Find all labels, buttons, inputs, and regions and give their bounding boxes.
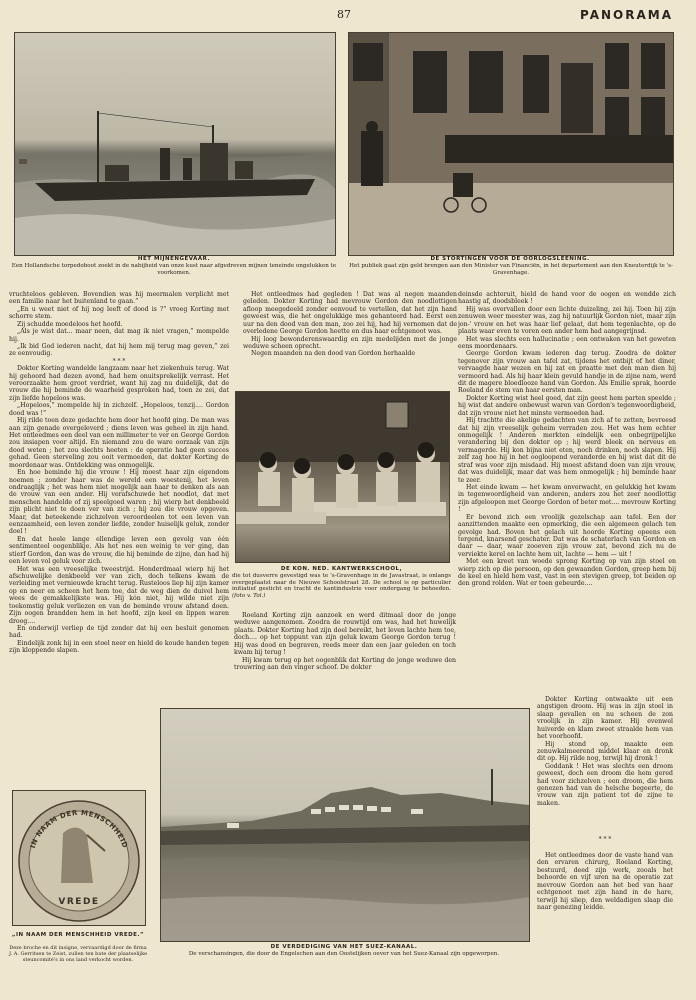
caption-medal: Deze broche en dit insigne, vervaardigd door de firma J. A. Gerritsen te Zeist, zullen ten bate der plaatselijke steuncomité's in ons land verkocht worden. xyxy=(8,945,148,963)
paragraph: Dokter Korting wist heel goed, dat zijn geest hem parten speelde ; hij wist dat andere onbewust waren van Gordon's tegenwoordigheid, dat zijn vrouw niet het minste vermoeden had. xyxy=(458,394,676,417)
paragraph: „En u weet niet of hij nog leeft of dood is ?” vroeg Korting met schorre stem. xyxy=(9,305,229,321)
paragraph: „Ik bid God iederen nacht, dat hij hem mij terug mag geven,” zei ze eenvoudig. xyxy=(9,342,229,358)
medal-ring-text: IN NAAM DER MENSCHHEID xyxy=(28,808,130,850)
caption-title-school: DE KON. NED. KANTWERKSCHOOL, xyxy=(280,566,403,572)
classroom-illustration xyxy=(236,392,449,562)
caption-loan: Het publiek gaat zijn geld brengen aan den Minister van Financiën, in het departement aan den Kneuterdijk te 's-Gravenhage. xyxy=(349,263,673,276)
paragraph: vruchteloos gebleven. Bovendien was hij meermalen verplicht met een familie naar het buitenland te gaan.” xyxy=(9,291,229,306)
section-separator: * * * xyxy=(598,836,612,843)
photo-lace-school xyxy=(235,391,450,563)
torpedo-boat-illustration xyxy=(15,33,335,255)
medal-illustration xyxy=(13,791,145,925)
medal-bottom-text: VREDE xyxy=(58,897,100,907)
paragraph: Eindelijk zonk hij in een stoel neer en hield de koude handen tegen zijn kloppende slapen. xyxy=(9,639,229,655)
paragraph: Hij trachtte die akelige gedachten van zich af te zetten, bevreesd dat hij zijn vreeselijk geheim verraden zou. Het was hem echter onmogelijk ! Anderen merkten eindelijk een onbegrijpelijke verandering bij den dokter op ; hij werd bleek en nerveus en vermagerde. Hij kon bijna niet eten, noch drinken, noch slapen. Hij zelf zag hoe hij in het oogloopend veranderde en hij wist dat dit de straf was voor zijn misdaad. Hij moest afstand doen van zijn vrouw, dat was duidelijk, maar dat was hem onmogelijk ; hij beminde haar te zeer. xyxy=(458,417,676,484)
section-separator: * * * xyxy=(112,357,126,365)
paragraph: Hij was overvallen door een lichte duizeling, zei hij. Toen hij zijn zenuwen weer meester was, zag hij natuurlijk Gordon niet, maar zijn jon-' vrouw en het was haar lief gelaat, dat hem tegenlachte, op de plaats waar even te voren een ander hem had aangegrijnsd. xyxy=(458,305,676,336)
paragraph: Goddank ! Het was slechts een droom geweest, doch een droom die hem gered had voor zichzelven ; een droom, die hem genezen had van de helsche begeerte, de vrouw van zijn patient tot de zijne te maken. xyxy=(537,762,673,807)
paragraph: Het einde kwam — het kwam onverwacht, en gelukkig het kwam in tegenwoordigheid van anderen, anders zou het zeer noodlottig zijn afgeloopen met George Gordon of beter met.... mevrouw Korting ! xyxy=(458,483,676,514)
paragraph: En hoe beminde hij die vrouw ! Hij moest haar zijn eigendom noemen ; zonder haar was de wereld een woestenij, het leven ondraaglijk ; het was hem niet mogelijk aan haar te denken als aan de vrouw van een ander. Hij verafschuwde het noodlot, dat met menschen handelde of zij speelgoed waren ; hij wierp het denkbeeld zijn plicht niet te doen ver van zich ; hij zou die vrouw opgeven. Maar, dat beteekende zichzelven veroordeelen tot een leven van eenzaamheid, een leven zonder liefde, zonder huiselijk geluk, zonder doel ! xyxy=(9,469,229,536)
caption-school-text: die tot dusverre gevestigd was te 's-Gravenhage in de Javastraat, is onlangs overgeplaatst naar de Nieuwe Schoolstraat 28. De school is op particulier initiatief gesticht en tracht de kantindustrie voor ondergang te behoeden. xyxy=(232,573,451,593)
photo-peace-medal xyxy=(12,790,146,926)
paragraph: Hij stond op, maakte een zenuwkalmeerend middel klaar en dronk dit op. Hij rilde nog, terwijl hij dronk ! xyxy=(537,740,673,763)
paragraph: Dokter Korting wandelde langzaam naar het ziekenhuis terug. Wat hij gehoord had dezen avond, had hem onuitsprekelijk verrast. Het veroorzaakte hem groot verdriet, want hij zag nu duidelijk, dat de vrouw die hij beminde de waarheid gesproken had, toen ze zei, dat zijn liefde hopeloos was. xyxy=(9,365,229,402)
paragraph: Hij loog bewonderenswaardig en zijn medelijden met de jonge weduwe scheen oprecht. xyxy=(243,335,457,350)
paragraph: Zij schudde moedeloos het hoofd. xyxy=(17,320,123,328)
photo-war-loan xyxy=(348,32,674,256)
article-column-2-top xyxy=(243,291,457,387)
caption-title-loan: DE STORTINGEN VOOR DE OORLOGSLEENING. xyxy=(430,256,590,262)
paragraph: En onderwijl verliep de tijd zonder dat hij een besluit genomen had. xyxy=(9,624,229,640)
caption-mines: Een Hollandsche torpedoboot zoekt in de nabijheid van onze kust naar afgedreven mijnen teneinde ongelukken te voorkomen. xyxy=(11,263,337,276)
masthead: PANORAMA xyxy=(580,8,673,22)
paragraph: „Als je wist dat... maar neen, dat mag ik niet vragen,” mompelde hij. xyxy=(9,328,229,343)
article-column-3-mid xyxy=(537,696,673,832)
page-number: 87 xyxy=(337,8,351,21)
article-column-2-bottom xyxy=(234,612,456,704)
paragraph: Hij kwam terug op het oogenblik dat Korting de jonge weduwe den trouwring aan den vinger schoof. De dokter xyxy=(234,656,456,671)
building-crowd-illustration xyxy=(349,33,673,255)
paragraph: Het ontleedmes door de vaste hand van den ervaren chirurg, Roeland Korting, bestuurd, deed zijn werk, zooals het behoorde en vijf uren na de operatie zat mevrouw Gordon aan het bed van haar echtgenoot met zijn hand in de hare, terwijl hij sliep, den weldadigen slaap die naar genezing leidde. xyxy=(537,852,673,911)
paragraph: Dokter Korting ontwaakte uit een angstigen droom. Hij was in zijn stoel in slaap gevallen en nu scheen de zon vroolijk in zijn kamer. Hij evenwel huiverde en klam zweet straalde hem van het voorhoofd. xyxy=(537,696,673,741)
paragraph: Het was slechts een hallucinatie ; een ontwaken van het geweten eens moordenaars. xyxy=(458,335,676,350)
paragraph: Met een kreet van woede sprong Korting op van zijn stoel en wierp zich op die persoon, op den gewaanden Gordon, greep hem bij de keel en hield hem vast, vast in een stevigen greep, tot beiden op den grond rolden. Wat er toen gebeurde.... xyxy=(458,558,676,588)
paragraph: En dat heele lange ellendige leven een gevolg van één sentimenteel oogenblikje. Als het nes een weinig te ver ging, dan stierf Gordon, dan was de vrouw, die hij beminde de zijne, dan had hij een leven vol geluk voor zich. xyxy=(9,535,229,566)
paragraph: Negen maanden na den dood van Gordon herhaalde xyxy=(251,350,415,358)
paragraph: George Gordon kwam iederen dag terug. Zoodra de dokter tegenover zijn vrouw aan tafel zat, tijdens het ontbijt of het diner, vervaagde haar wezen en hij zat en praatte met den man dien hij vermoord had. Als hij haar klein gevuld handje in de zijne nam, werd dit de magere bloedlooze hand van Gordon. Als Emilie sprak, hoorde Roeland de stem van haar eersten man. xyxy=(458,350,676,395)
caption-suez: De verschansingen, die door de Engelschen aan den Oostelijken oever van het Suez-Kanaal zijn opgeworpen. xyxy=(188,951,500,957)
caption-title-mines: HET MIJNENGEVAAR. xyxy=(137,256,211,262)
paragraph: Roeland Korting zijn aanzoek en werd ditmaal door de jonge weduwe aangenomen. Zoodra de rouwtijd om was, had het huwelijk plaats. Dokter Korting had zijn doel bereikt, het leven lachte hem toe, doch.... op het toppunt van zijn geluk kwam George Gordon terug ! Hij was dood en begraven, reeds meer dan een jaar geleden en toch kwam hij terug ! xyxy=(234,612,456,657)
article-column-3-top xyxy=(458,291,676,695)
article-column-3-bottom xyxy=(537,852,673,934)
photo-credit: (foto v. Tol.) xyxy=(232,592,266,599)
caption-school xyxy=(232,573,451,599)
paragraph: Het ontleedmes had gegleden ! Dat was al negen maanden geleden. Dokter Korting had mevrouw Gordon den noodlottigen afloop meegedeeld zonder eenvoud te vertellen, dat het zijn hand geweest was, die het ongelukkige mes gehanteerd had. Eerst een uur na den dood van den man, zoo zei hij, had hij vernomen dat de overledene George Gordon heette en dus haar echtgenoot was. xyxy=(243,291,457,336)
paragraph: „Hopeloos,” mompelde hij in zichzelf. „Hopeloos, tenzij.... Gordon dood was !” xyxy=(9,402,229,417)
paragraph: Er bevond zich een vroolijk gezelschap aan tafel. Een der aanzittenden maakte een opmerking, die een algemeen gelach ten gevolge had. Boven het gelach uit hoorde Korting opeens een tergend, knarsend geschater. Dat was de schaterlach van Gordon en daar — daar, waar zooeven zijn vrouw zat, bevond zich nu de verviekte kerel en lachte hem uit, lachte — hem — uit ! xyxy=(458,513,676,558)
photo-torpedo-boat xyxy=(14,32,336,256)
caption-title-medal: „IN NAAM DER MENSCHHEID VREDE.” xyxy=(11,932,145,938)
paragraph: deinsde achteruit, hield de hand voor de oogen en wendde zich haastig af, doodsbleek ! xyxy=(458,291,676,306)
canal-fortification-illustration xyxy=(161,709,529,941)
paragraph: Hij rilde toen deze gedachte hem door het hoofd ging. De man was aan zijn genade overgeleverd ; diens leven was geheel in zijn hand. Het ontleedmes een deel van een millimeter te ver en George Gordon zou insiapen voor altijd. En niemand zou de ware oorzaak van zijn dood weten ; het zou slechts heeten : de operatie had geen succes gehad. Geen sterveling zou ooit vermoeden, dat dokter Korting de moordenaar was. Ontdekking was onmogelijk. xyxy=(9,417,229,469)
photo-suez-canal xyxy=(160,708,530,942)
paragraph: Het was een vreeselijke tweestrijd. Honderdmaal wierp hij het afschuwelijke denkbeeld ver van zich, doch telkens kwam de verleiding met vernieuwde kracht terug. Rusteloos liep hij zijn kamer op en neer en scheen het hem toe, dat de weg dien de duivel hem wees de gemakkelijkste was. Hij kón niet, hij wilde niet zijn toekomstig geluk verliezen en van de beminde vrouw afstand doen. Zijn oogen brandden hem in het hoofd, zijn keel en lippen waren droog.... xyxy=(9,565,229,625)
caption-title-suez: DE VERDEDIGING VAN HET SUEZ-KANAAL. xyxy=(270,944,418,950)
